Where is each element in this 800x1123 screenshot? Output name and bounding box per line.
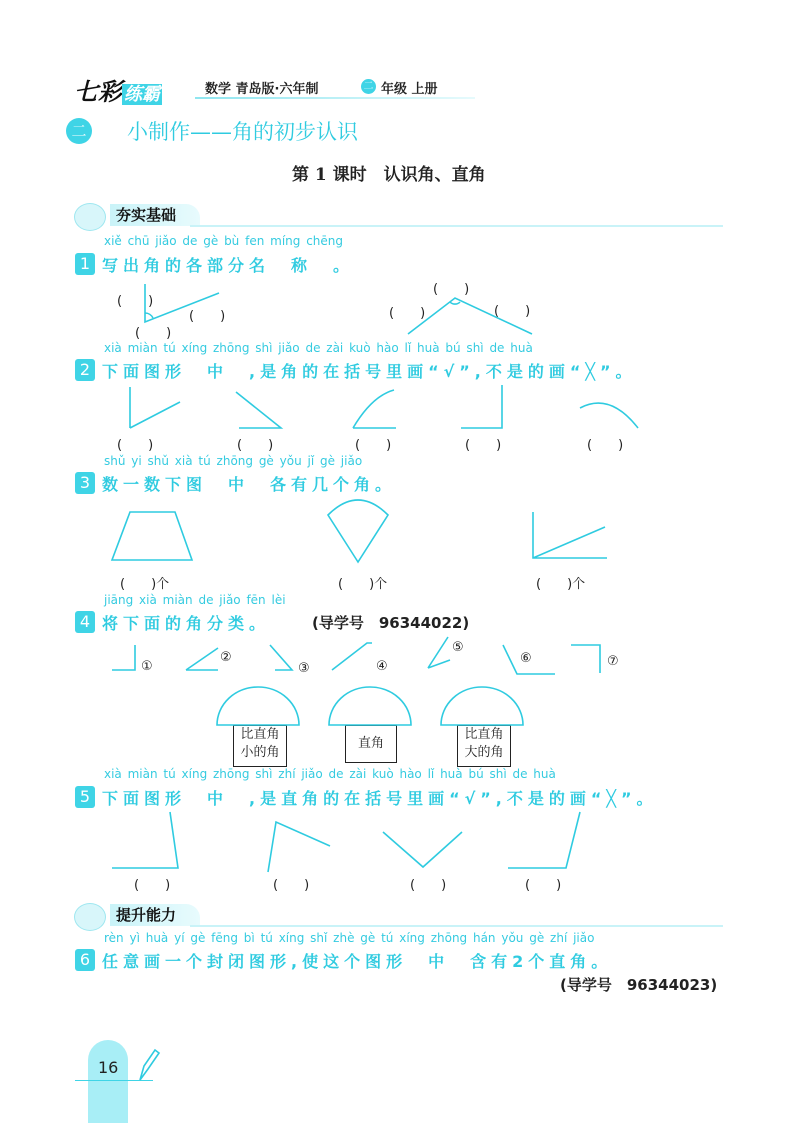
q6-number: 6	[75, 949, 95, 971]
q4-number: 4	[75, 611, 95, 633]
blank[interactable]: ( )	[525, 878, 562, 893]
blank[interactable]: ( )	[494, 304, 531, 319]
unit-title: 小制作——角的初步认识	[127, 120, 358, 144]
category-smaller[interactable]: 比直角 小的角	[233, 725, 287, 767]
fan	[328, 500, 388, 562]
q5-pinyin: xià miàn tú xíng zhōng shì zhí jiǎo de zài kuò hào lǐ huà bú shì de huà	[104, 767, 556, 781]
pencil-icon	[140, 1050, 159, 1080]
blank[interactable]: ( )	[135, 326, 172, 341]
section-advanced: 提升能力	[110, 904, 200, 926]
q3-pinyin: shǔ yi shǔ xià tú zhōng gè yǒu jǐ gè jiǎo	[104, 454, 363, 468]
blank[interactable]: ( )	[117, 294, 154, 309]
section-basic: 夯实基础	[110, 204, 200, 226]
q3-text: 数一数下图 中 各有几个角。	[102, 475, 397, 494]
blank[interactable]: ( )	[134, 878, 171, 893]
blank[interactable]: ( )	[189, 309, 226, 324]
angle-group	[533, 512, 607, 558]
angle-label: ⑤	[452, 640, 464, 655]
blank[interactable]: ( )	[355, 438, 392, 453]
trapezoid	[112, 512, 192, 560]
fig-open-angle	[130, 387, 180, 428]
blank[interactable]: ( )	[273, 878, 310, 893]
q5-number: 5	[75, 786, 95, 808]
q3-number: 3	[75, 472, 95, 494]
q5-text: 下面图形 中 ,是直角的在括号里画“√”,不是的画“╳”。	[102, 789, 658, 808]
fig-angle-2	[236, 392, 281, 428]
blank[interactable]: ( )	[587, 438, 624, 453]
fig-right-angle	[461, 385, 502, 428]
blank[interactable]: ( )	[237, 438, 274, 453]
q4-ref: (导学号 96344022)	[312, 614, 470, 632]
blank[interactable]: ( )	[389, 306, 426, 321]
page-number: 16	[98, 1058, 119, 1077]
angle-label: ③	[298, 661, 310, 676]
fig-curved	[353, 390, 396, 428]
angle-label: ④	[376, 659, 388, 674]
q6-text: 任意画一个封闭图形,使这个图形 中 含有2个直角。	[102, 952, 613, 971]
q2-number: 2	[75, 359, 95, 381]
angle-label: ②	[220, 650, 232, 665]
q2-pinyin: xià miàn tú xíng zhōng shì jiǎo de zài kuò hào lǐ huà bú shì de huà	[104, 341, 533, 355]
q1-text: 写出角的各部分名 称 。	[102, 256, 355, 275]
angle-label: ⑦	[607, 654, 619, 669]
blank[interactable]: ( )	[465, 438, 502, 453]
blank[interactable]: ( )	[410, 878, 447, 893]
count-blank[interactable]: ( )个	[120, 577, 170, 592]
angle-label: ①	[141, 659, 153, 674]
q1-pinyin: xiě chū jiǎo de gè bù fen míng chēng	[104, 234, 343, 248]
blank[interactable]: ( )	[433, 282, 470, 297]
blank[interactable]: ( )	[117, 438, 154, 453]
header-subject: 数学 青岛版·六年制	[205, 82, 319, 97]
lesson-title: 第 1 课时 认识角、直角	[292, 165, 486, 185]
header-grade: 年级 上册	[381, 82, 438, 97]
category-right[interactable]: 直角	[345, 725, 397, 763]
q6-ref: (导学号 96344023)	[560, 976, 718, 994]
angle-label: ⑥	[520, 651, 532, 666]
q6-pinyin: rèn yì huà yí gè fēng bì tú xíng shǐ zhè gè tú xíng zhōng hán yǒu gè zhí jiǎo	[104, 931, 595, 945]
count-blank[interactable]: ( )个	[338, 577, 388, 592]
count-blank[interactable]: ( )个	[536, 577, 586, 592]
grade-badge: 二	[361, 79, 376, 94]
unit-badge: 二	[66, 118, 92, 144]
q4-pinyin: jiāng xià miàn de jiǎo fēn lèi	[104, 593, 286, 607]
logo: 七彩 练霸	[74, 78, 160, 106]
q4-text: 将下面的角分类。	[102, 614, 271, 633]
q1-number: 1	[75, 253, 95, 275]
fig-arc	[580, 403, 638, 428]
category-larger[interactable]: 比直角 大的角	[457, 725, 511, 767]
q2-text: 下面图形 中 ,是角的在括号里画“√”,不是的画“╳”。	[102, 362, 637, 381]
